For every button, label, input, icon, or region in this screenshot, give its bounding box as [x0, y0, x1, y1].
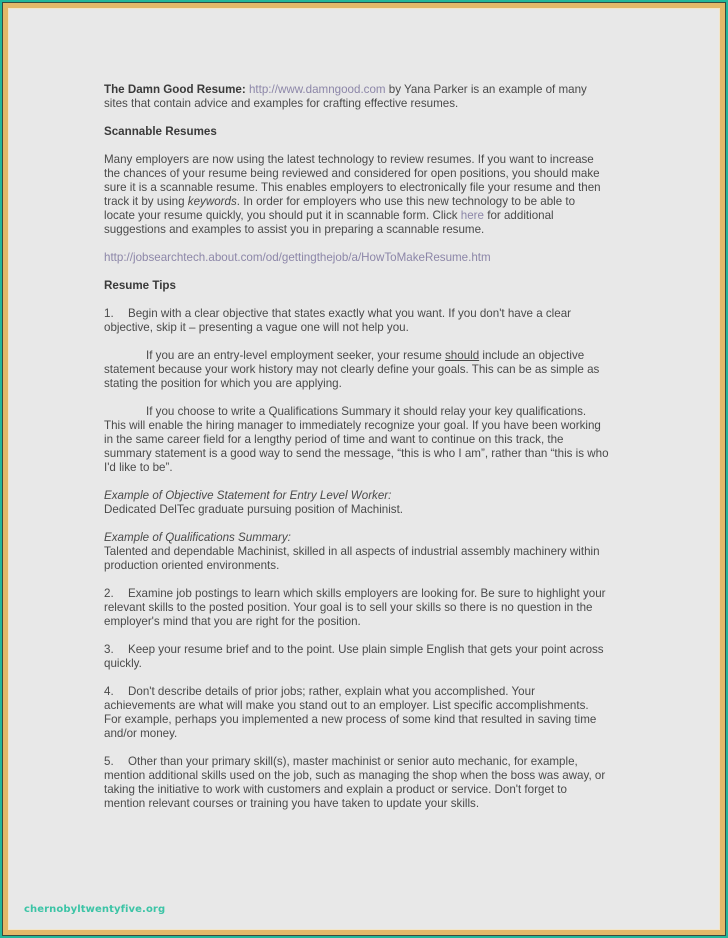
- tip-4-number: 4.: [104, 685, 114, 698]
- scannable-paragraph: [104, 153, 609, 237]
- intro-title: The Damn Good Resume:: [104, 83, 246, 96]
- intro-paragraph: [104, 83, 609, 111]
- scannable-text-2: . In order for employers who use this new technology to be able to locate your resume quickly, you should put it in scannable form. Click: [104, 195, 576, 222]
- objective-text-after: include an objective statement because your work history may not clearly define your goals. This can be as simple as stating the position for which you are applying.: [104, 349, 600, 390]
- scannable-text-3: for additional suggestions and examples to assist you in preparing a scannable resume.: [104, 209, 554, 236]
- tip-4: [104, 685, 609, 741]
- tip-1-summary-paragraph: [104, 405, 609, 475]
- objective-text-before: If you are an entry-level employment seeker, your resume: [146, 349, 445, 362]
- tip-1-text: Begin with a clear objective that states exactly what you want. If you don't have a clear objective, skip it – presenting a vague one will not help you.: [104, 307, 572, 334]
- tip-5: [104, 755, 609, 811]
- keywords-term: keywords: [187, 195, 237, 208]
- example-objective-label: Example of Objective Statement for Entry Level Worker:: [104, 489, 392, 502]
- scannable-text-1: Many employers are now using the latest technology to review resumes. If you want to increase the chances of your resume being reviewed and considered for open positions, you should make sure it is a scannable resume. This enables employers to electronically file your resume and then track it by using: [104, 153, 601, 208]
- tip-4-text: Don't describe details of prior jobs; rather, explain what you accomplished. Your achievements are what will make you stand out to an employer. List specific accomplishments. For example, perhaps you implemented a new process of some kind that resulted in saving time and/or money.: [104, 685, 597, 740]
- summary-text: If you choose to write a Qualifications Summary it should relay your key qualifications. This will enable the hiring manager to immediately recognize your goal. If you have been working in the same career field for a lengthy period of time and want to continue on this track, the summary statement is a good way to send the message, “this is who I am”, rather than “this is who I'd like to be”.: [104, 405, 609, 474]
- tip-1: [104, 307, 609, 335]
- tip-3-text: Keep your resume brief and to the point. Use plain simple English that gets your point across quickly.: [104, 643, 604, 670]
- tip-1-number: 1.: [104, 307, 114, 320]
- should-emphasis: should: [445, 349, 480, 362]
- tip-5-number: 5.: [104, 755, 114, 768]
- tip-2: [104, 587, 609, 629]
- document-content: [104, 83, 609, 811]
- tip-2-text: Examine job postings to learn which skills employers are looking for. Be sure to highlight your relevant skills to the posted position. Your goal is to sell your skills so there is no question in the employer's mind that you are right for the position.: [104, 587, 606, 628]
- intro-text: by Yana Parker is an example of many sites that contain advice and examples for crafting effective resumes.: [104, 83, 587, 110]
- example-summary-label: Example of Qualifications Summary:: [104, 531, 291, 544]
- example-objective-text: Dedicated DelTec graduate pursuing position of Machinist.: [104, 503, 404, 516]
- here-link[interactable]: here: [460, 209, 484, 222]
- scannable-heading: Scannable Resumes: [104, 125, 217, 138]
- tip-1-objective-paragraph: [104, 349, 609, 391]
- jobsearchtech-link[interactable]: http://jobsearchtech.about.com/od/gettingthejob/a/HowToMakeResume.htm: [104, 251, 491, 264]
- tip-2-number: 2.: [104, 587, 114, 600]
- resume-tips-heading: Resume Tips: [104, 279, 176, 292]
- watermark: chernobyltwentyfive.org: [24, 904, 166, 915]
- tip-5-text: Other than your primary skill(s), master machinist or senior auto mechanic, for example, mention additional skills used on the job, such as managing the shop when the boss was away, or taking the initiative to work with customers and explain a product or service. Don't forget to mention relevant courses or training you have taken to update your skills.: [104, 755, 606, 810]
- example-summary-text: Talented and dependable Machinist, skilled in all aspects of industrial assembly machinery within production oriented environments.: [104, 545, 600, 572]
- tip-3: [104, 643, 609, 671]
- damngood-link[interactable]: http://www.damngood.com: [248, 83, 386, 96]
- tip-3-number: 3.: [104, 643, 114, 656]
